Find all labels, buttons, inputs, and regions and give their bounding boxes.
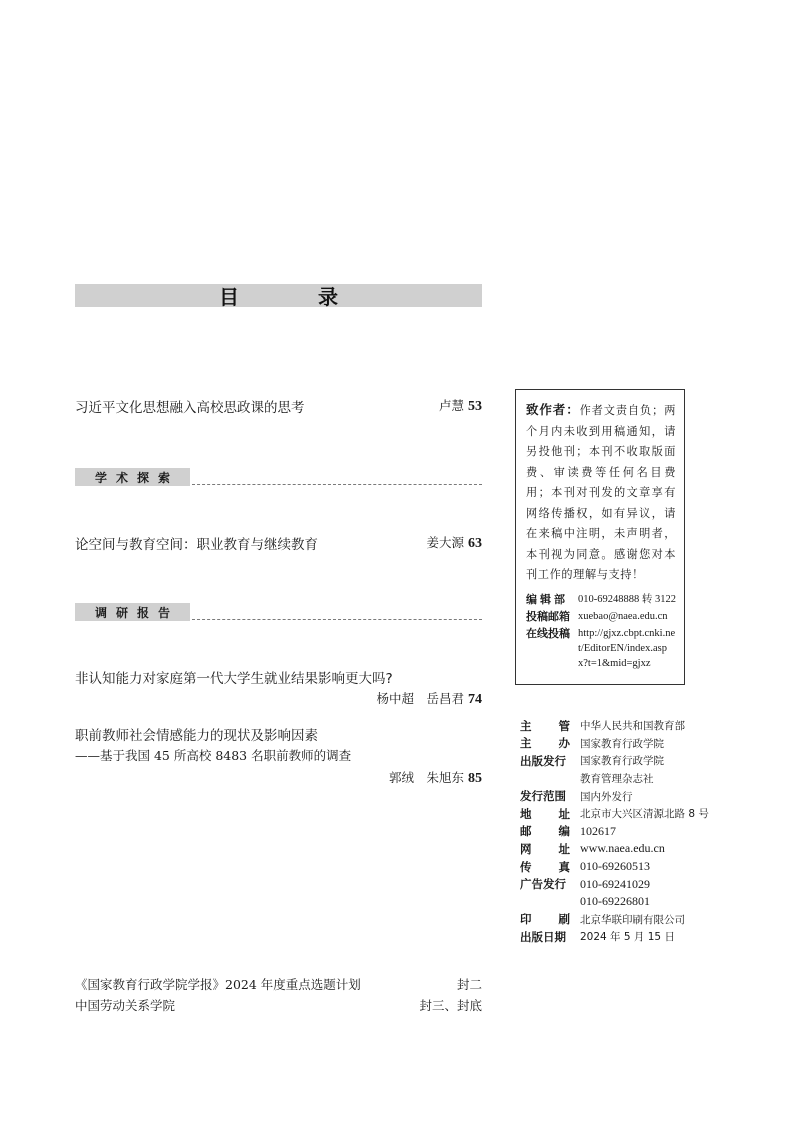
article-author-page	[427, 533, 483, 552]
info-value: 教育管理杂志社	[580, 773, 654, 786]
article-author: 郭绒 朱旭东	[389, 770, 465, 785]
info-label-text: 地 址	[520, 806, 570, 821]
article-author-page	[377, 689, 483, 708]
contact-row-online	[526, 626, 676, 671]
section-label: 调研报告	[94, 605, 179, 620]
section-divider	[192, 619, 482, 620]
notice-body: 作者文责自负；两个月内未收到用稿通知，请另投他刊；本刊不收取版面费、审读费等任何名目费用；本刊对刊发的文章享有网络传播权，如有异议，请在来稿中注明，未声明者，本刊视为同意。感谢您对本刊工作的理解与支持！	[526, 404, 676, 581]
section-label: 学术探索	[94, 470, 179, 485]
info-value: 国内外发行	[580, 790, 633, 803]
article-subtitle: ——基于我国 45 所高校 8483 名职前教师的调查	[75, 748, 352, 763]
info-label-text: 网 址	[520, 841, 570, 856]
section-header-research	[75, 603, 190, 621]
toc-title-bar	[75, 284, 482, 307]
info-row	[520, 840, 720, 858]
contact-list	[526, 592, 676, 671]
info-label: 出版发行	[520, 753, 566, 768]
contact-value: 010-69248888 转 3122	[578, 593, 676, 605]
footer-item[interactable]: 《国家教育行政学院学报》2024 年度重点选题计划	[75, 977, 361, 992]
info-label-text: 主 管	[520, 718, 570, 733]
article-page: 74	[468, 692, 482, 707]
info-label	[520, 735, 580, 751]
info-value: 国家教育行政学院	[580, 737, 664, 750]
info-label: 发行范围	[520, 789, 566, 804]
notice-text	[526, 400, 676, 586]
contact-url-link[interactable]: http://gjxz.cbpt.cnki.net/EditorEN/index.aspx?t=1&mid=gjxz	[578, 627, 676, 669]
info-label: 出版日期	[520, 929, 566, 944]
article-author: 卢慧	[439, 398, 465, 413]
toc-title: 目 录	[219, 285, 374, 309]
info-value: 010-69226801	[580, 894, 650, 909]
contact-label: 投稿邮箱	[526, 609, 570, 623]
info-value: 中华人民共和国教育部	[580, 720, 685, 733]
article-author-page	[389, 768, 482, 787]
info-label	[520, 718, 580, 734]
contact-row-email	[526, 609, 676, 624]
info-row	[520, 717, 720, 735]
info-label	[520, 806, 580, 822]
info-label	[520, 823, 580, 839]
info-label-text: 传 真	[520, 859, 570, 874]
author-notice-box	[515, 389, 685, 685]
article-page: 63	[468, 536, 482, 551]
contact-row-editorial	[526, 592, 676, 607]
website-link[interactable]: www.naea.edu.cn	[580, 841, 665, 856]
info-value: 2024 年 5 月 15 日	[580, 931, 675, 944]
section-header-academic	[75, 468, 190, 486]
article-author: 姜大源	[426, 535, 465, 550]
notice-heading: 致作者：	[526, 402, 580, 417]
info-row	[520, 787, 720, 805]
article-title[interactable]: 职前教师社会情感能力的现状及影响因素	[75, 728, 318, 744]
info-value: 102617	[580, 823, 616, 838]
footer-page: 封二	[456, 977, 482, 992]
article-title[interactable]: 非认知能力对家庭第一代大学生就业结果影响更大吗?	[75, 671, 393, 687]
article-title[interactable]: 习近平文化思想融入高校思政课的思考	[75, 400, 305, 416]
contact-email-link[interactable]: xuebao@naea.edu.cn	[578, 610, 668, 622]
info-row	[520, 858, 720, 876]
info-value: 010-69260513	[580, 859, 650, 874]
article-author-page	[439, 396, 482, 415]
info-row	[520, 805, 720, 823]
info-label	[520, 911, 580, 927]
info-label-text: 主 办	[520, 736, 570, 751]
info-label: 广告发行	[520, 877, 566, 892]
info-value: 国家教育行政学院	[580, 755, 664, 768]
info-row	[520, 823, 720, 841]
info-label	[520, 859, 580, 875]
section-divider	[192, 484, 482, 485]
info-value: 010-69241029	[580, 876, 650, 891]
article-title[interactable]: 论空间与教育空间：职业教育与继续教育	[75, 537, 318, 553]
info-value: 北京市大兴区清源北路 8 号	[580, 808, 709, 821]
contact-label: 编辑部	[526, 592, 568, 606]
info-row	[520, 911, 720, 929]
footer-page: 封三、封底	[419, 998, 482, 1013]
article-page: 53	[468, 399, 482, 414]
info-row	[520, 752, 720, 770]
info-row	[520, 875, 720, 893]
publication-info	[520, 717, 720, 946]
contact-label: 在线投稿	[526, 626, 570, 640]
article-author: 杨中超 岳昌君	[376, 691, 465, 706]
footer-item[interactable]: 中国劳动关系学院	[75, 998, 176, 1013]
info-row	[520, 735, 720, 753]
info-row	[520, 770, 720, 788]
info-label-text: 邮 编	[520, 824, 570, 839]
info-row	[520, 893, 720, 911]
info-label-text: 印 刷	[520, 912, 570, 927]
info-row	[520, 928, 720, 946]
article-page: 85	[468, 771, 482, 786]
info-label	[520, 841, 580, 857]
info-value: 北京华联印刷有限公司	[580, 913, 685, 926]
